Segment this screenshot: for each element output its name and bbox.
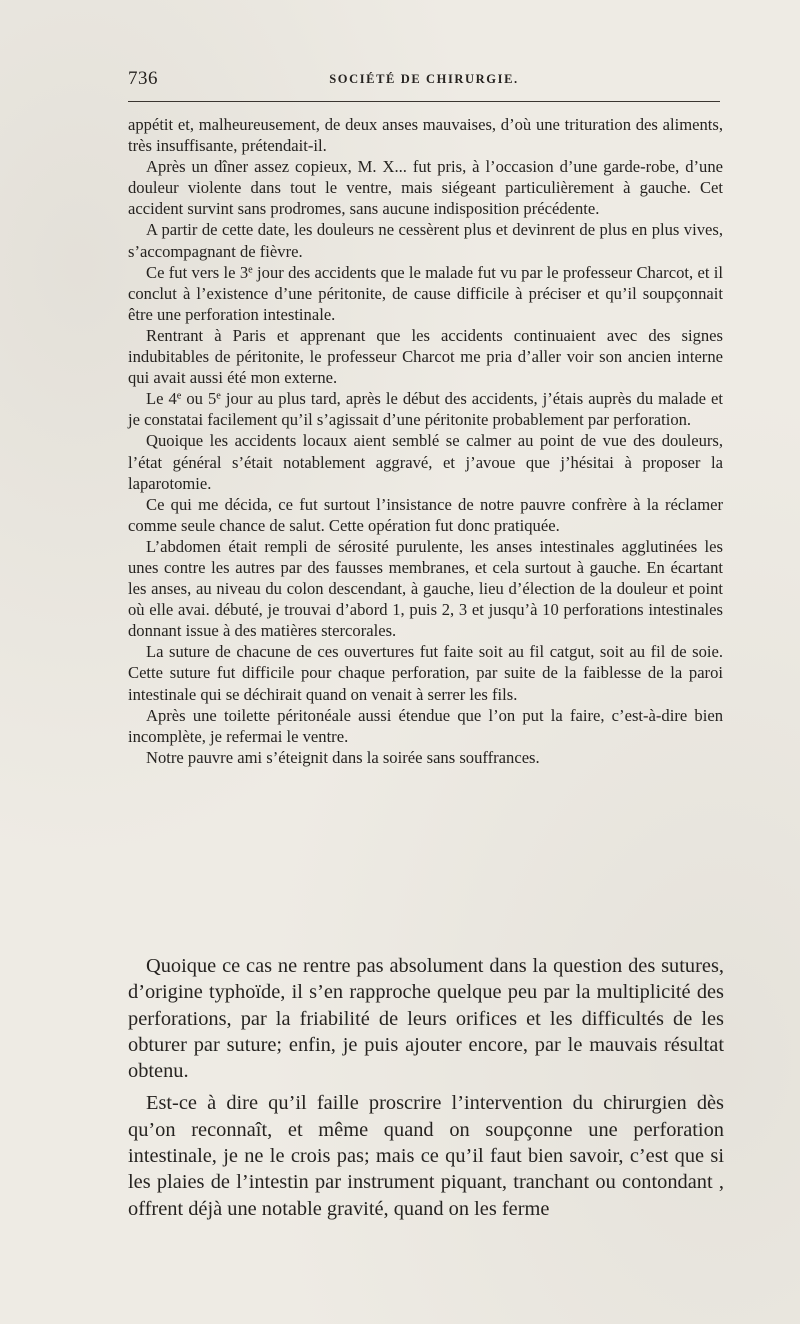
- paragraph: Quoique les accidents locaux aient semblé se calmer au point de vue des douleurs, l’état général s’était notablement aggravé, et j’avoue que j’hésitai à proposer la laparotomie.: [128, 431, 723, 493]
- paragraph: [128, 262, 723, 325]
- superscript: e: [216, 390, 221, 402]
- paragraph: L’abdomen était rempli de sérosité purulente, les anses intestinales agglutinées les unes contre les autres par des fausses membranes, et cela surtout à gauche. En écartant les anses, au niveau du colon descendant, à gauche, lieu d’élection de la douleur et point où elle avai. débuté, je trouvai d’abord 1, puis 2, 3 et jusqu’à 10 perforations intestinales donnant issue à des matières stercorales.: [128, 536, 723, 641]
- text-run: jour au plus tard, après le début des accidents, j’étais auprès du malade et je constatai facilement qu’il s’agissait d’une péritonite probablement par perforation.: [128, 389, 723, 430]
- paragraph: La suture de chacune de ces ouvertures fut faite soit au fil catgut, soit au fil de soie. Cette suture fut difficile pour chaque perforation, par suite de la faiblesse de la paroi intestinale qui se déchirait quand on venait à serrer les fils.: [128, 642, 723, 704]
- paragraph: Quoique ce cas ne rentre pas absolument dans la question des sutures, d’origine typhoïde, il s’en rapproche quelque peu par la multiplicité des perforations, par la friabilité de leurs orifices et les difficultés de les obturer par suture; enfin, je puis ajouter encore, par le mauvais résultat obtenu.: [128, 955, 724, 1083]
- text-run: Ce fut vers le 3: [146, 262, 249, 282]
- text-run: jour des accidents que le malade fut vu par le professeur Charcot, et il conclut à l’existence d’une péritonite, de cause difficile à préciser et qu’il soupçonnait être une perforation intestinale.: [128, 262, 723, 324]
- running-head: [128, 68, 720, 96]
- paragraph: Ce qui me décida, ce fut surtout l’insistance de notre pauvre confrère à la réclamer comme seule chance de salut. Cette opération fut donc pratiquée.: [128, 494, 723, 535]
- paragraph: appétit et, malheureusement, de deux anses mauvaises, d’où une trituration des aliments, très insuffisante, prétendait-il.: [128, 115, 723, 156]
- text-run: Le 4: [146, 389, 177, 409]
- paragraph: Est-ce à dire qu’il faille proscrire l’intervention du chirurgien dès qu’on reconnaît, et même quand on soupçonne une perforation intestinale, je ne le crois pas; mais ce qu’il faut bien savoir, c’est que si les plaies de l’intestin par instrument piquant, tranchant ou contondant , offrent déjà une notable gravité, quand on les ferme: [128, 1092, 724, 1220]
- page-number: 736: [128, 68, 158, 89]
- superscript: e: [248, 264, 253, 275]
- journal-title: SOCIÉTÉ DE CHIRURGIE.: [329, 72, 519, 86]
- text-run: ou 5: [181, 389, 217, 409]
- paragraph: Après un dîner assez copieux, M. X... fut pris, à l’occasion d’une garde-robe, d’une douleur violente dans tout le ventre, mais siégeant particulièrement à gauche. Cet accident survint sans prodromes, sans aucune indisposition précédente.: [128, 157, 723, 219]
- header-rule: [128, 101, 720, 102]
- paragraph: Après une toilette péritonéale aussi étendue que l’on put la faire, c’est-à-dire bien incomplète, je refermai le ventre.: [128, 705, 723, 746]
- paragraph: A partir de cette date, les douleurs ne cessèrent plus et devinrent de plus en plus vives, s’accompagnant de fièvre.: [128, 220, 723, 261]
- superscript: e: [176, 390, 182, 402]
- case-report-text: [128, 114, 723, 768]
- paragraph: Rentrant à Paris et apprenant que les accidents continuaient avec des signes indubitables de péritonite, le professeur Charcot me pria d’aller voir son ancien interne qui avait aussi été mon externe.: [128, 325, 723, 388]
- discussion-text: [128, 953, 724, 1222]
- paragraph: [128, 388, 723, 430]
- paragraph: Notre pauvre ami s’éteignit dans la soirée sans souffrances.: [146, 747, 540, 767]
